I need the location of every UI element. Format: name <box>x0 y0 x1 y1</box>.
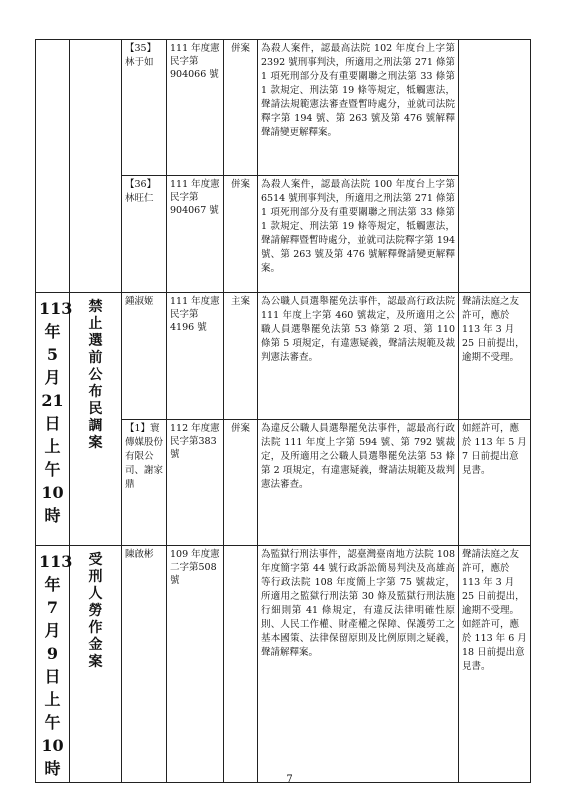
case-kind: 併案 <box>224 176 258 293</box>
case-number: 112 年度憲民字第383 號 <box>167 420 224 546</box>
case-kind <box>224 546 258 783</box>
case-summary: 為監獄行刑法事件，認臺灣臺南地方法院 108 年度簡字第 44 號行政訴訟簡易判決及高雄高等行政法院 108 年度簡上字第 75 號裁定，所適用之監獄行刑法第 30 條及監獄行刑法施行細則第 41 條規定，有違反法律明確性原則、人民工作權、財產權之保障、保護勞工之基本國策、法律保留原則及比例原則之疑義，聲請解釋案。 <box>258 546 459 783</box>
case-summary: 為殺人案件，認最高法院 100 年度台上字第 6514 號刑事判決，所適用之刑法第 271 條第 1 項死刑部分及有重要關聯之刑法第 33 條第 1 款規定、刑法第 19 條等規定，牴觸憲法，聲請解釋暨暫時處分，並就司法院釋字第 194 號、第 263 號及第 476 號解釋聲請變更解釋案。 <box>258 176 459 293</box>
hearing-topic: 禁 止 選 前 公 布 民 調 案 <box>70 293 122 546</box>
applicant-name: 林于如 <box>125 57 154 68</box>
case-kind: 併案 <box>224 420 258 546</box>
applicant-cell <box>122 40 167 176</box>
applicant-number: 【35】 <box>125 43 157 54</box>
applicant-cell <box>122 176 167 293</box>
date-cell <box>36 40 70 293</box>
amicus-note: 聲請法庭之友許可，應於 113 年 3 月 25 日前提出，逾期不受理。如經許可，應於 113 年 6 月 18 日前提出意見書。 <box>459 546 531 783</box>
case-number: 111 年度憲民字第904066 號 <box>167 40 224 176</box>
applicant-number: 【36】 <box>125 179 157 190</box>
case-number: 111 年度憲民字第4196 號 <box>167 293 224 420</box>
case-summary: 為殺人案件，認最高法院 102 年度台上字第 2392 號刑事判決，所適用之刑法第 271 條第 1 項死刑部分及有重要關聯之刑法第 33 條第 1 款規定、刑法第 19 條等規定，牴觸憲法，聲請法規範憲法審查暨暫時處分，並就司法院釋字第 194 號、第 263 號及第 476 號解釋聲請變更解釋案。 <box>258 40 459 176</box>
table-row <box>36 293 531 420</box>
case-kind: 併案 <box>224 40 258 176</box>
case-number: 111 年度憲民字第904067 號 <box>167 176 224 293</box>
applicant-name: 林旺仁 <box>125 193 154 204</box>
topic-cell <box>70 40 122 293</box>
table-row <box>36 546 531 783</box>
note-cell <box>459 40 531 293</box>
amicus-note: 如經許可，應於 113 年 5 月 7 日前提出意見書。 <box>459 420 531 546</box>
hearing-topic: 受 刑 人 勞 作 金 案 <box>70 546 122 783</box>
applicant-name: 鍾淑姬 <box>122 293 167 420</box>
applicant-name: 【1】寰傳媒股份有限公司、謝家鼎 <box>122 420 167 546</box>
page-number: 7 <box>286 774 293 785</box>
hearing-date: 113 年 7 月 9 日 上 午 10 時 <box>36 546 70 783</box>
hearing-date: 113 年 5 月 21 日 上 午 10 時 <box>36 293 70 546</box>
table-row <box>36 40 531 176</box>
applicant-name: 陳啟彬 <box>122 546 167 783</box>
case-summary: 為違反公職人員選舉罷免法事件，認最高行政法院 111 年度上字第 594 號、第 792 號裁定，及所適用之公職人員選舉罷免法第 53 條第 2 項規定，有違憲疑義，聲請法規範及裁判憲法審查。 <box>258 420 459 546</box>
case-number: 109 年度憲二字第508 號 <box>167 546 224 783</box>
case-summary: 為公職人員選舉罷免法事件，認最高行政法院 111 年度上字第 460 號裁定，及所適用之公職人員選舉罷免法第 53 條第 2 項、第 110 條第 5 項規定，有違憲疑義，聲請法規範及裁判憲法審查。 <box>258 293 459 420</box>
amicus-note: 聲請法庭之友許可，應於 113 年 3 月 25 日前提出，逾期不受理。 <box>459 293 531 420</box>
hearing-table <box>35 39 531 783</box>
case-kind: 主案 <box>224 293 258 420</box>
